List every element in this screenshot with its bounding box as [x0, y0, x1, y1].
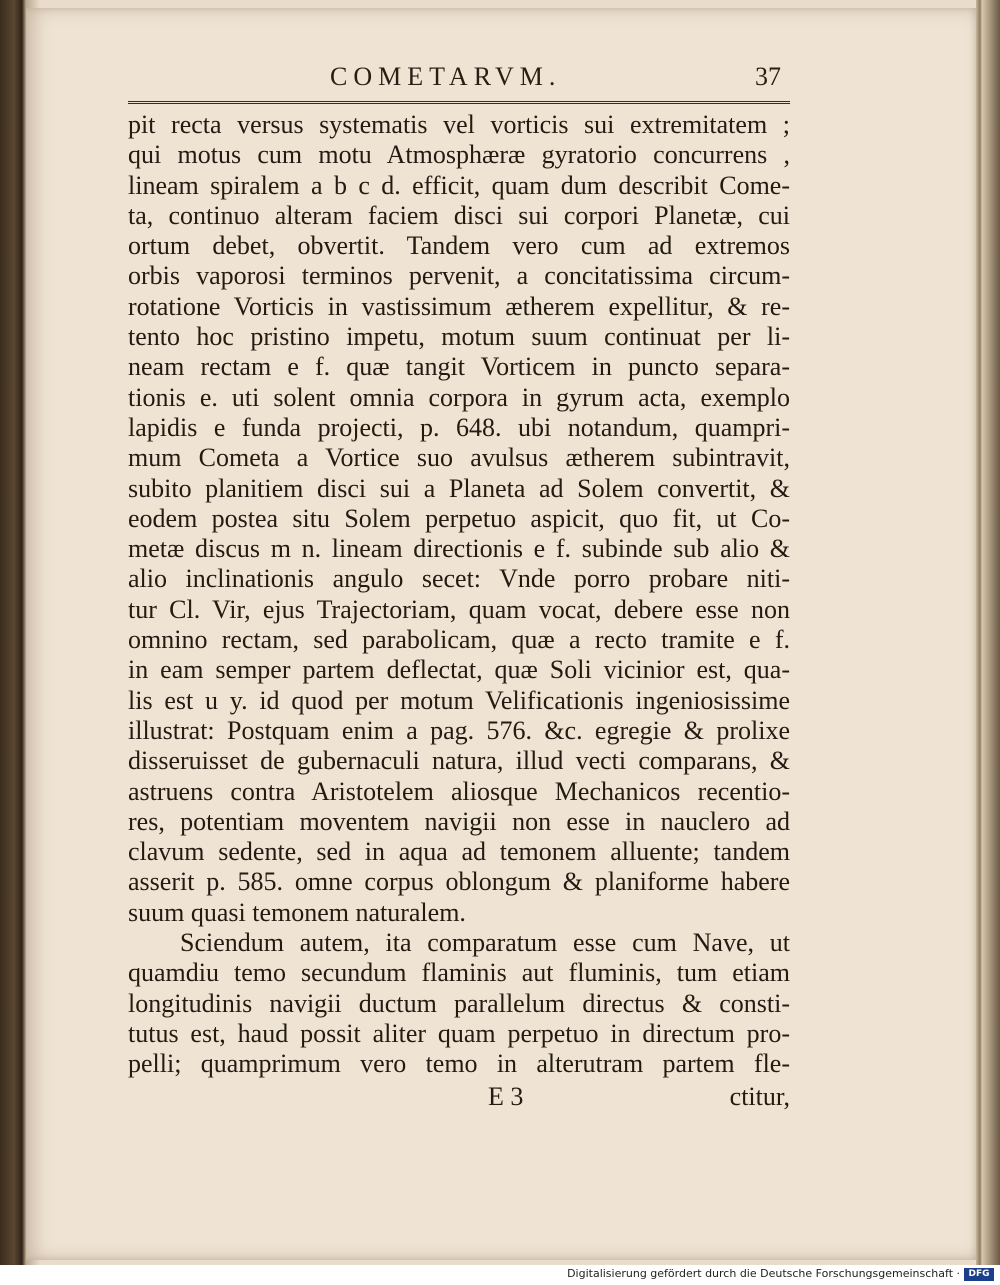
dfg-logo: DFG	[964, 1268, 994, 1281]
book-edge	[976, 0, 1000, 1265]
digitization-credit: Digitalisierung gefördert durch die Deutsche Forschungsgemeinschaft ·	[567, 1267, 960, 1280]
catchword: ctitur,	[729, 1082, 790, 1111]
text-line: disseruisset de gubernaculi natura, illud vecti comparans, &	[128, 746, 790, 776]
text-line: quamdiu temo secundum flaminis aut fluminis, tum etiam	[128, 958, 790, 988]
text-line: ta, continuo alteram faciem disci sui corpori Planetæ, cui	[128, 200, 790, 230]
text-line: neam rectam e f. quæ tangit Vorticem in puncto separa-	[128, 352, 790, 382]
paragraph-end-line: suum quasi temonem naturalem.	[128, 897, 466, 927]
text-line: clavum sedente, sed in aqua ad temonem alluente; tandem	[128, 837, 790, 867]
text-line: lineam spiralem a b c d. efficit, quam dum describit Come-	[128, 170, 790, 200]
text-line: mum Cometa a Vortice suo avulsus ætherem subintravit,	[128, 443, 790, 473]
text-line: astruens contra Aristotelem aliosque Mechanicos recentio-	[128, 776, 790, 806]
signature-mark: E 3	[488, 1082, 524, 1111]
text-line: ortum debet, obvertit. Tandem vero cum ad extremos	[128, 231, 790, 261]
signature-line	[128, 1082, 790, 1114]
text-line: in eam semper partem deflectat, quæ Soli vicinior est, qua-	[128, 655, 790, 685]
paragraph-start-line: Sciendum autem, ita comparatum esse cum Nave, ut	[180, 928, 790, 958]
text-line: eodem postea situ Solem perpetuo aspicit, quo fit, ut Co-	[128, 503, 790, 533]
text-line: tutus est, haud possit aliter quam perpetuo in directum pro-	[128, 1018, 790, 1048]
text-line: qui motus cum motu Atmosphæræ gyratorio concurrens ,	[128, 140, 790, 170]
text-line: rotatione Vorticis in vastissimum ætherem expellitur, & re-	[128, 291, 790, 321]
text-line: longitudinis navigii ductum parallelum directus & consti-	[128, 988, 790, 1018]
text-line: omnino rectam, sed parabolicam, quæ a recto tramite e f.	[128, 625, 790, 655]
running-head: COMETARVM.	[330, 62, 562, 91]
text-line: pit recta versus systematis vel vorticis sui extremitatem ;	[128, 110, 790, 139]
text-line: tento hoc pristino impetu, motum suum continuat per li-	[128, 322, 790, 352]
text-line: pelli; quamprimum vero temo in alterutram partem fle-	[128, 1049, 790, 1079]
scan-footer	[0, 1265, 1000, 1285]
text-line: orbis vaporosi terminos pervenit, a concitatissima circum-	[128, 261, 790, 291]
page-number: 37	[755, 62, 781, 91]
text-line: asserit p. 585. omne corpus oblongum & planiforme habere	[128, 867, 790, 897]
text-line: tionis e. uti solent omnia corpora in gyrum acta, exemplo	[128, 382, 790, 412]
text-line: res, potentiam moventem navigii non esse in nauclero ad	[128, 806, 790, 836]
text-line: lis est u y. id quod per motum Velificationis ingeniosissime	[128, 685, 790, 715]
body-text	[128, 110, 790, 1080]
text-line: metæ discus m n. lineam directionis e f. subinde sub alio &	[128, 534, 790, 564]
text-line: illustrat: Postquam enim a pag. 576. &c. egregie & prolixe	[128, 715, 790, 745]
header-rule	[128, 101, 790, 104]
text-line: tur Cl. Vir, ejus Trajectoriam, quam vocat, debere esse non	[128, 594, 790, 624]
text-line: alio inclinationis angulo secet: Vnde porro probare niti-	[128, 564, 790, 594]
text-line: lapidis e funda projecti, p. 648. ubi notandum, quampri-	[128, 412, 790, 442]
text-line: subito planitiem disci sui a Planeta ad Solem convertit, &	[128, 473, 790, 503]
